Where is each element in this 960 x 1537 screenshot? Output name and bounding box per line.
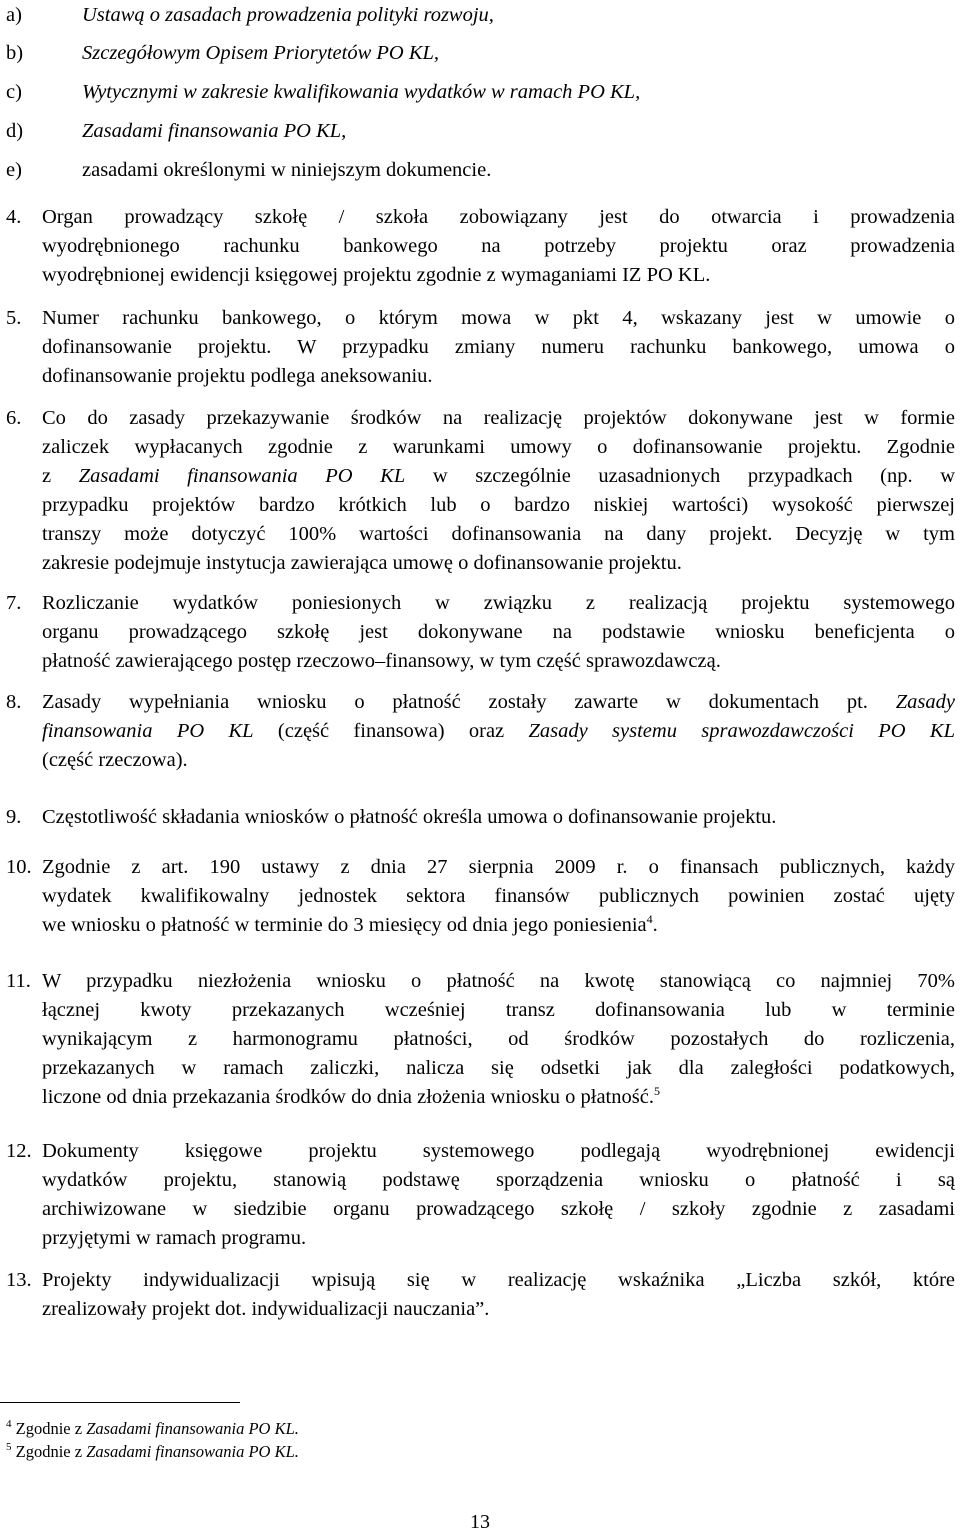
footnote-italic-text: Zasadami finansowania PO KL. (86, 1442, 299, 1461)
list-item-text: Wytycznymi w zakresie kwalifikowania wydatków w ramach PO KL, (82, 81, 641, 103)
paragraph-line: (część rzeczowa). (42, 749, 188, 771)
paragraph-number: 7. (6, 592, 22, 614)
paragraph-line: Częstotliwość składania wniosków o płatność określa umowa o dofinansowanie projektu. (42, 806, 777, 828)
paragraph-line: przyjętymi w ramach programu. (42, 1227, 307, 1249)
paragraph-number: 4. (6, 206, 22, 228)
list-item-label: a) (6, 4, 22, 26)
italic-span: finansowania PO KL (42, 720, 254, 742)
paragraph-line: wyodrębnionego rachunku bankowego na potrzeby projektu oraz prowadzenia (42, 235, 955, 257)
paragraph-line: dofinansowanie projektu podlega aneksowaniu. (42, 365, 433, 387)
paragraph-body (42, 1266, 955, 1324)
footnote-mark: 5 (6, 1441, 12, 1453)
paragraph-line: zakresie podejmuje instytucja zawierająca umowę o dofinansowanie projektu. (42, 552, 682, 574)
italic-span: Zasady (895, 691, 955, 713)
paragraph-body (42, 304, 955, 391)
paragraph-line: dofinansowanie projektu. W przypadku zmiany numeru rachunku bankowego, umowa o (42, 336, 955, 358)
paragraph-line: transzy może dotyczyć 100% wartości dofinansowania na dany projekt. Decyzję w tym (42, 523, 955, 545)
paragraph-line: Organ prowadzący szkołę / szkoła zobowiązany jest do otwarcia i prowadzenia (42, 206, 955, 228)
list-item-text: Ustawą o zasadach prowadzenia polityki rozwoju, (82, 4, 494, 26)
paragraph-line: zaliczek wypłacanych zgodnie z warunkami umowy o dofinansowanie projektu. Zgodnie (42, 436, 955, 458)
paragraph-number: 13. (6, 1269, 32, 1291)
footnote-text: Zgodnie z (11, 1419, 87, 1438)
list-item-label: b) (6, 42, 24, 64)
list-item-label: d) (6, 120, 24, 142)
paragraph-line: liczone od dnia przekazania środków do dnia złożenia wniosku o płatność.$^5$ (42, 1084, 660, 1108)
footnote (6, 1418, 299, 1440)
paragraph-body (42, 803, 955, 832)
paragraph-line: wynikającym z harmonogramu płatności, od środków pozostałych do rozliczenia, (42, 1028, 955, 1050)
paragraph-line: przekazanych w ramach zaliczki, nalicza się odsetki jak dla zaległości podatkowych, (42, 1057, 955, 1079)
paragraph-line: W przypadku niezłożenia wniosku o płatność na kwotę stanowiącą co najmniej 70% (42, 970, 955, 992)
footnote-ref: 5 (653, 1084, 660, 1098)
paragraph-line: z Zasadami finansowania PO KL w szczególnie uzasadnionych przypadkach (np. w (42, 465, 955, 487)
paragraph-line: płatność zawierającego postęp rzeczowo–finansowy, w tym część sprawozdawczą. (42, 650, 721, 672)
footnote-separator (0, 1402, 240, 1403)
paragraph-number: 11. (6, 970, 31, 992)
paragraph-line: Numer rachunku bankowego, o którym mowa w pkt 4, wskazany jest w umowie o (42, 307, 955, 329)
paragraph-line: Projekty indywidualizacji wpisują się w realizację wskaźnika „Liczba szkół, które (42, 1269, 955, 1291)
paragraph-number: 12. (6, 1140, 32, 1162)
paragraph-number: 6. (6, 407, 22, 429)
paragraph-line: łącznej kwoty przekazanych wcześniej transz dofinansowania lub w terminie (42, 999, 955, 1021)
italic-span: Zasady systemu sprawozdawczości PO KL (528, 720, 955, 742)
paragraph-line: finansowania PO KL (część finansowa) oraz Zasady systemu sprawozdawczości PO KL (42, 720, 955, 742)
list-item-label: e) (6, 159, 22, 181)
paragraph-line: Zasady wypełniania wniosku o płatność zostały zawarte w dokumentach pt. Zasady (42, 691, 955, 713)
paragraph-line: wydatków projektu, stanowią podstawę sporządzenia wniosku o płatność i są (42, 1169, 955, 1191)
paragraph-body (42, 688, 955, 775)
paragraph-body (42, 203, 955, 290)
paragraph-line: zrealizowały projekt dot. indywidualizacji nauczania”. (42, 1298, 490, 1320)
paragraph-number: 5. (6, 307, 22, 329)
paragraph-line: organu prowadzącego szkołę jest dokonywane na podstawie wniosku beneficjenta o (42, 621, 955, 643)
paragraph-line: wydatek kwalifikowalny jednostek sektora finansów publicznych powinien zostać ujęty (42, 885, 955, 907)
list-item-text: Szczegółowym Opisem Priorytetów PO KL, (82, 42, 440, 64)
footnote (6, 1441, 299, 1463)
paragraph-line: Dokumenty księgowe projektu systemowego podlegają wyodrębnionej ewidencji (42, 1140, 955, 1162)
paragraph-line: Zgodnie z art. 190 ustawy z dnia 27 sierpnia 2009 r. o finansach publicznych, każdy (42, 856, 955, 878)
paragraph-line: przypadku projektów bardzo krótkich lub o bardzo niskiej wartości) wysokość pierwszej (42, 494, 955, 516)
footnote-text: Zgodnie z (11, 1442, 87, 1461)
italic-span: Zasadami finansowania PO KL (78, 465, 406, 487)
paragraph-body (42, 967, 955, 1112)
list-item-label: c) (6, 81, 22, 103)
paragraph-body (42, 1137, 955, 1253)
list-item-text: zasadami określonymi w niniejszym dokumencie. (82, 159, 492, 181)
paragraph-body (42, 589, 955, 676)
paragraph-line: we wniosku o płatność w terminie do 3 miesięcy od dnia jego poniesienia$^4$. (42, 912, 658, 936)
paragraph-body (42, 404, 955, 578)
paragraph-number: 10. (6, 856, 32, 878)
list-item-text: Zasadami finansowania PO KL, (82, 120, 347, 142)
paragraph-line: wyodrębnionej ewidencji księgowej projektu zgodnie z wymaganiami IZ PO KL. (42, 264, 711, 286)
paragraph-number: 9. (6, 806, 22, 828)
paragraph-line: Rozliczanie wydatków poniesionych w związku z realizacją projektu systemowego (42, 592, 955, 614)
paragraph-line: Co do zasady przekazywanie środków na realizację projektów dokonywane jest w formie (42, 407, 955, 429)
page-number: 13 (470, 1511, 490, 1533)
paragraph-body (42, 853, 955, 940)
paragraph-number: 8. (6, 691, 22, 713)
footnote-mark: 4 (6, 1418, 12, 1430)
paragraph-line: archiwizowane w siedzibie organu prowadzącego szkołę / szkoły zgodnie z zasadami (42, 1198, 955, 1220)
footnote-italic-text: Zasadami finansowania PO KL. (86, 1419, 299, 1438)
footnote-ref: 4 (646, 912, 653, 926)
